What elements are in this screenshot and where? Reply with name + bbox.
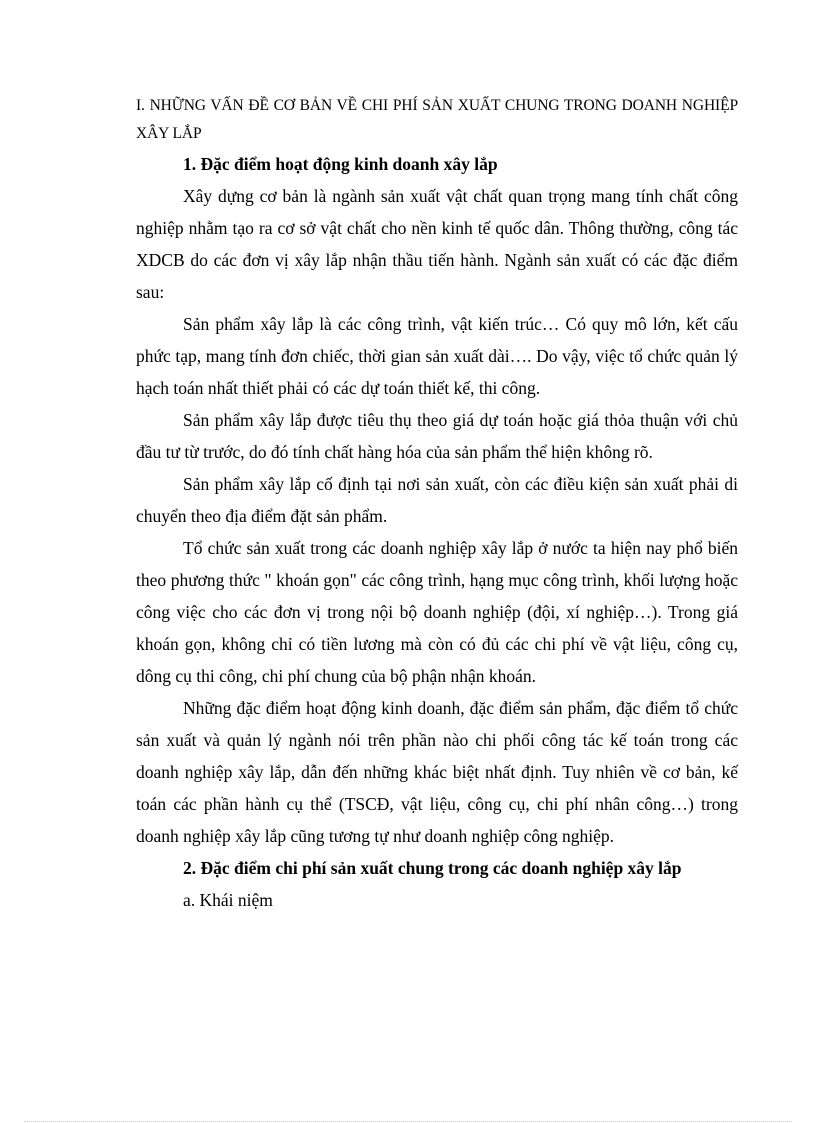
paragraph-fixed-location: Sản phẩm xây lắp cố định tại nơi sản xuất, còn các điều kiện sản xuất phải di chuyển theo địa điểm đặt sản phẩm. (136, 474, 738, 526)
paragraph-accounting-impact: Những đặc điểm hoạt động kinh doanh, đặc điểm sản phẩm, đặc điểm tổ chức sản xuất và quản lý ngành nói trên phần nào chi phối công tác kế toán trong các doanh nghiệp xây lắp, dẫn đến những khác biệt nhất định. Tuy nhiên về cơ bản, kế toán các phần hành cụ thể (TSCĐ, vật liệu, công cụ, chi phí nhân công…) trong doanh nghiệp xây lắp cũng tương tự như doanh nghiệp công nghiệp. (136, 698, 738, 846)
subsection-1-title: 1. Đặc điểm hoạt động kinh doanh xây lắp (183, 154, 498, 174)
page-bottom-divider (24, 1121, 792, 1122)
section-heading: I. NHỮNG VẤN ĐỀ CƠ BẢN VỀ CHI PHÍ SẢN XUẤT CHUNG TRONG DOANH NGHIỆP XÂY LẮP (136, 97, 738, 142)
page-content (136, 92, 738, 916)
sub-item-a-concept: a. Khái niệm (183, 890, 273, 910)
paragraph-construction-intro: Xây dựng cơ bản là ngành sản xuất vật chất quan trọng mang tính chất công nghiệp nhằm tạo ra cơ sở vật chất cho nền kinh tế quốc dân. Thông thường, công tác XDCB do các đơn vị xây lắp nhận thầu tiến hành. Ngành sản xuất có các đặc điểm sau: (136, 186, 738, 302)
paragraph-production-organization: Tổ chức sản xuất trong các doanh nghiệp xây lắp ở nước ta hiện nay phổ biến theo phương thức " khoán gọn" các công trình, hạng mục công trình, khối lượng hoặc công việc cho các đơn vị trong nội bộ doanh nghiệp (đội, xí nghiệp…). Trong giá khoán gọn, không chỉ có tiền lương mà còn có đủ các chi phí về vật liệu, công cụ, dông cụ thi công, chi phí chung của bộ phận nhận khoán. (136, 538, 738, 686)
paragraph-product-pricing: Sản phẩm xây lắp được tiêu thụ theo giá dự toán hoặc giá thỏa thuận với chủ đầu tư từ trước, do đó tính chất hàng hóa của sản phẩm thể hiện không rõ. (136, 410, 738, 462)
paragraph-product-characteristics: Sản phẩm xây lắp là các công trình, vật kiến trúc… Có quy mô lớn, kết cấu phức tạp, mang tính đơn chiếc, thời gian sản xuất dài…. Do vậy, việc tổ chức quản lý hạch toán nhất thiết phải có các dự toán thiết kế, thi công. (136, 314, 738, 398)
subsection-2-title: 2. Đặc điểm chi phí sản xuất chung trong các doanh nghiệp xây lắp (183, 858, 682, 878)
